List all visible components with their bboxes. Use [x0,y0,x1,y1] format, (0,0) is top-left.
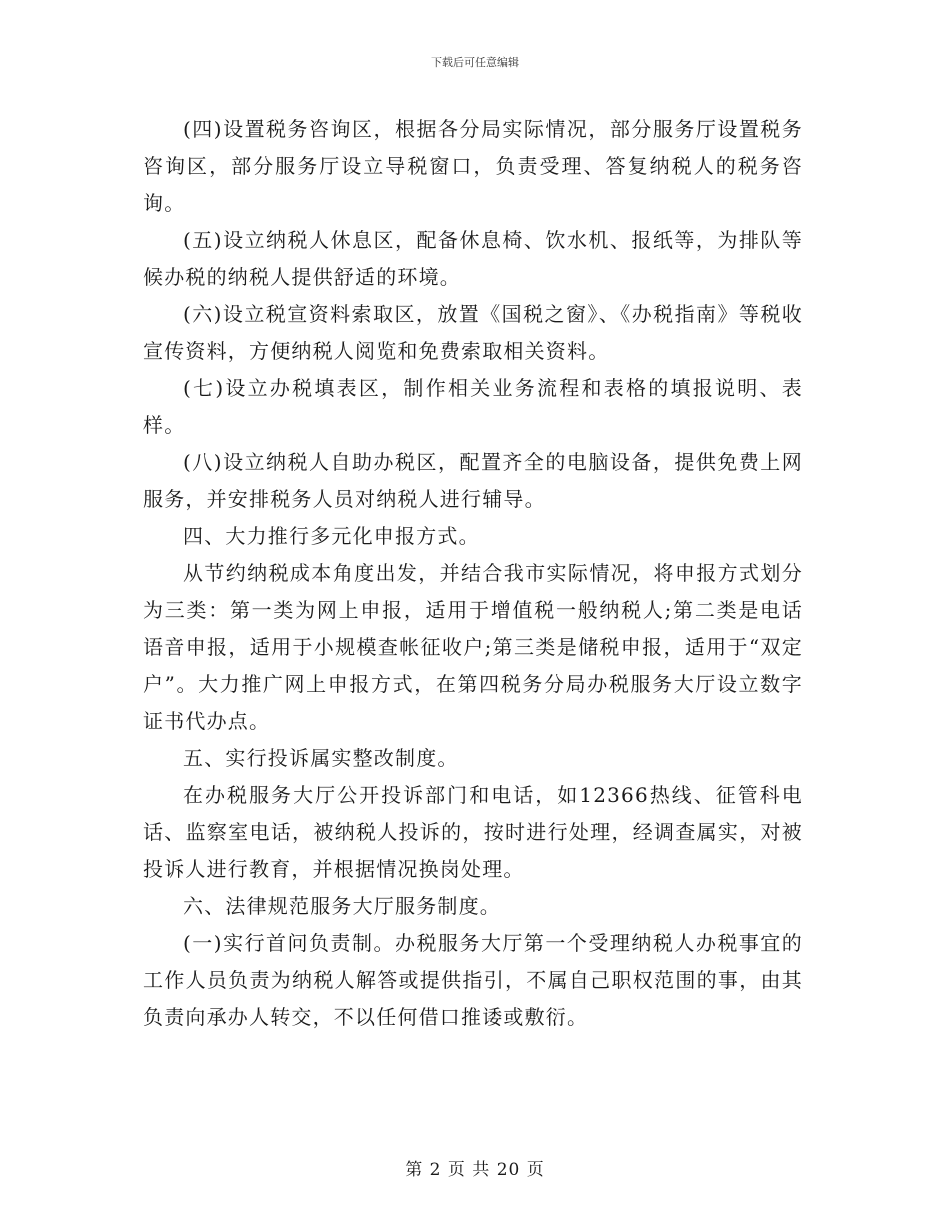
paragraph: (八)设立纳税人自助办税区，配置齐全的电脑设备，提供免费上网服务，并安排税务人员对纳税人进行辅导。 [143,450,803,511]
paragraph: (四)设置税务咨询区，根据各分局实际情况，部分服务厅设置税务咨询区，部分服务厅设立导税窗口，负责受理、答复纳税人的税务咨询。 [143,117,803,215]
paragraph: (七)设立办税填表区，制作相关业务流程和表格的填报说明、表样。 [143,376,803,437]
page-number: 第 2 页 共 20 页 [405,1160,545,1180]
section-heading: 五、实行投诉属实整改制度。 [183,746,459,770]
paragraph: 从节约纳税成本角度出发，并结合我市实际情况，将申报方式划分为三类：第一类为网上申报，适用于增值税一般纳税人;第二类是电话语音申报，适用于小规模查帐征收户;第三类是储税申报，适用于“双定户”。大力推广网上申报方式，在第四税务分局办税服务大厅设立数字证书代办点。 [143,561,803,733]
paragraph: 在办税服务大厅公开投诉部门和电话，如12366热线、征管科电话、监察室电话，被纳税人投诉的，按时进行处理，经调查属实，对被投诉人进行教育，并根据情况换岗处理。 [143,783,803,881]
paragraph: (一)实行首问负责制。办税服务大厅第一个受理纳税人办税事宜的工作人员负责为纳税人解答或提供指引，不属自己职权范围的事，由其负责向承办人转交，不以任何借口推诿或敷衍。 [143,931,803,1029]
document-body [143,111,803,1036]
paragraph: (六)设立税宣资料索取区，放置《国税之窗》、《办税指南》等税收宣传资料，方便纳税人阅览和免费索取相关资料。 [143,302,803,363]
page-header: 下载后可任意编辑 [431,56,519,69]
section-heading: 六、法律规范服务大厅服务制度。 [183,894,501,918]
section-heading: 四、大力推行多元化申报方式。 [183,524,480,548]
paragraph: (五)设立纳税人休息区，配备休息椅、饮水机、报纸等，为排队等候办税的纳税人提供舒适的环境。 [143,228,803,289]
